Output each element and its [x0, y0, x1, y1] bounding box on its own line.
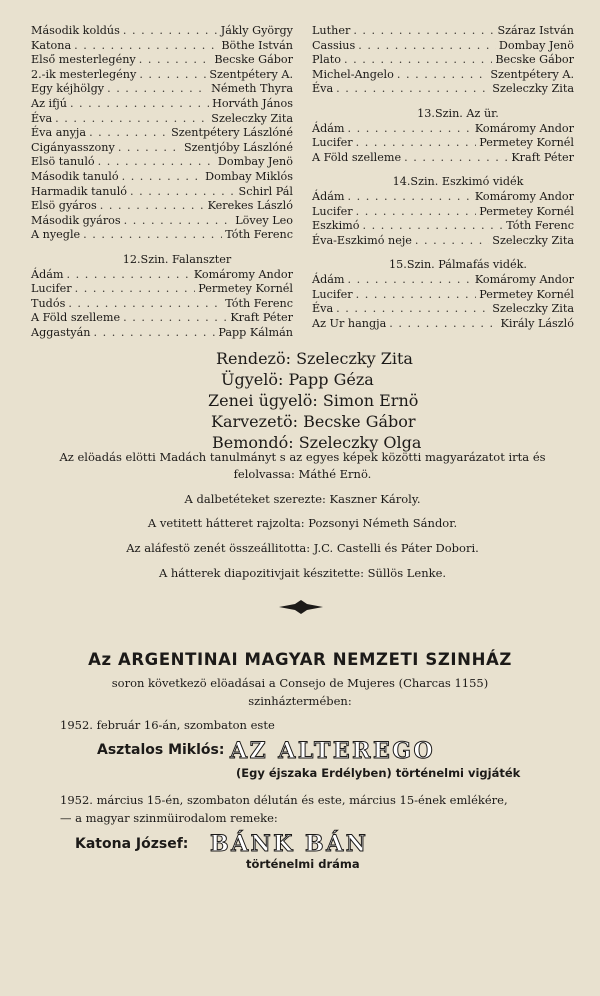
leader-dots	[67, 268, 191, 283]
cast-row	[312, 273, 574, 288]
leader-dots	[356, 136, 477, 151]
scene-heading: 15.Szin. Pálmafás vidék.	[389, 258, 527, 272]
scene-heading: 12.Szin. Falanszter	[122, 252, 232, 266]
cast-row	[312, 136, 574, 151]
cast-row	[31, 68, 293, 83]
role-name: Ádám	[312, 272, 345, 286]
role-name: Éva	[31, 111, 53, 125]
role-name: Tudós	[31, 296, 66, 310]
cast-row	[312, 190, 574, 205]
event-2-author: Katona József:	[75, 836, 189, 852]
cast-row	[312, 68, 574, 83]
actor-name: Szeleczky Zita	[492, 302, 574, 316]
leader-dots	[124, 214, 233, 229]
leader-dots	[336, 302, 489, 317]
role-name: Katona	[31, 38, 72, 52]
note-slides: A hátterek diapozitivjait készitette: Süllös Lenke.	[158, 566, 447, 580]
role-name: Első mesterlegény	[31, 53, 136, 67]
note-songs: A dalbetéteket szerezte: Kaszner Károly.	[184, 492, 421, 506]
leader-dots	[363, 219, 504, 234]
actor-name: Becske Gábor	[495, 53, 574, 67]
actor-name: Dombay Jenö	[498, 38, 574, 52]
role-name: Luther	[312, 24, 351, 37]
cast-row	[312, 205, 574, 220]
leader-dots	[70, 97, 209, 112]
cast-row	[31, 24, 293, 39]
cast-list-left	[31, 24, 293, 340]
leader-dots	[100, 199, 205, 214]
leader-dots	[344, 53, 492, 68]
actor-name: Szeleczky Zita	[492, 82, 574, 96]
cast-row	[312, 24, 574, 39]
event-1-author: Asztalos Miklós:	[97, 742, 225, 758]
actor-name: Jákly György	[220, 24, 293, 37]
actor-name: Permetey Kornél	[479, 287, 574, 301]
credit-choir-director: Karvezetö: Becske Gábor	[211, 412, 416, 431]
leader-dots	[75, 282, 196, 297]
theatre-title: Az ARGENTINAI MAGYAR NEMZETI SZINHÁZ	[88, 650, 512, 669]
role-name: Éva-Eszkimó neje	[312, 233, 412, 247]
role-name: A nyegle	[31, 228, 81, 242]
cast-row	[31, 228, 293, 243]
actor-name: Száraz István	[497, 24, 574, 37]
role-name: Harmadik tanuló	[31, 184, 128, 198]
cast-row	[31, 82, 293, 97]
actor-name: Szentpétery Lászlóné	[171, 126, 293, 140]
cast-row	[312, 53, 574, 68]
role-name: Eszkimó	[312, 219, 360, 233]
actor-name: Szentpétery A.	[490, 67, 574, 81]
leader-dots	[358, 39, 496, 54]
actor-name: Komáromy Andor	[474, 189, 574, 203]
section-gap	[312, 97, 574, 107]
cast-row	[312, 82, 574, 97]
leader-dots	[98, 155, 215, 170]
leader-dots	[74, 39, 218, 54]
section-gap	[31, 243, 293, 253]
scene-heading: 14.Szin. Eszkimó vidék	[392, 175, 524, 189]
announcement-subtitle-1: soron következö elöadásai a Consejo de Mujeres (Charcas 1155)	[111, 676, 489, 690]
actor-name: Permetey Kornél	[198, 282, 293, 296]
role-name: Az Ur hangja	[312, 316, 387, 330]
role-name: Elsö gyáros	[31, 199, 97, 213]
role-name: Második koldús	[31, 24, 120, 37]
section-gap	[312, 165, 574, 175]
actor-name: Dombay Jenö	[217, 155, 293, 169]
cast-row	[31, 297, 293, 312]
actor-name: Tóth Ferenc	[506, 219, 574, 233]
credit-music-manager: Zenei ügyelö: Simon Ernö	[208, 391, 419, 410]
role-name: Lucifer	[312, 204, 353, 218]
note-background: A vetitett hátteret rajzolta: Pozsonyi Németh Sándor.	[147, 516, 458, 530]
role-name: Lucifer	[312, 287, 353, 301]
actor-name: Tóth Ferenc	[225, 228, 293, 242]
actor-name: Kraft Péter	[511, 150, 574, 164]
actor-name: Kerekes László	[207, 199, 293, 213]
role-name: Lucifer	[31, 282, 72, 296]
cast-row	[312, 288, 574, 303]
leader-dots	[68, 297, 222, 312]
actor-name: Szeleczky Zita	[211, 111, 293, 125]
event-1-genre: (Egy éjszaka Erdélyben) történelmi vigjáték	[236, 766, 521, 780]
leader-dots	[123, 311, 227, 326]
role-name: Éva	[312, 82, 334, 96]
role-name: Lucifer	[312, 136, 353, 150]
scene-heading: 13.Szin. Az ür.	[417, 106, 499, 120]
cast-row	[31, 282, 293, 297]
cast-list-right	[312, 24, 574, 331]
role-name: Cassius	[312, 38, 356, 52]
actor-name: Horváth János	[212, 96, 293, 110]
role-name: Ádám	[312, 189, 345, 203]
cast-row	[312, 39, 574, 54]
leader-dots	[404, 151, 508, 166]
cast-row	[312, 219, 574, 234]
cast-row	[31, 326, 293, 341]
role-name: Ádám	[31, 267, 64, 281]
credit-stage-manager: Ügyelö: Papp Géza	[221, 370, 374, 389]
leader-dots	[348, 273, 472, 288]
actor-name: Becske Gábor	[214, 53, 293, 67]
event-2-play-title: BÁNK BÁN	[210, 831, 369, 857]
role-name: A Föld szelleme	[312, 150, 402, 164]
role-name: Ádám	[312, 121, 345, 135]
cast-row	[31, 53, 293, 68]
cast-row	[31, 311, 293, 326]
actor-name: Permetey Kornél	[479, 204, 574, 218]
cast-row	[31, 126, 293, 141]
role-name: Egy kéjhölgy	[31, 82, 105, 96]
role-name: Második gyáros	[31, 213, 121, 227]
actor-name: Böthe István	[221, 38, 293, 52]
role-name: Az ifjú	[31, 96, 67, 110]
note-madach-study: Az elöadás elötti Madách tanulmányt s az egyes képek közötti magyarázatot irta és felolvassa: Máthé Ernö.	[59, 450, 546, 481]
actor-name: Németh Thyra	[211, 82, 293, 96]
cast-row	[312, 302, 574, 317]
leader-dots	[122, 170, 203, 185]
actor-name: Dombay Miklós	[205, 169, 293, 183]
leader-dots	[348, 122, 472, 137]
event-2-date: 1952. március 15-én, szombaton délután és este, március 15-ének emlékére,	[60, 793, 508, 807]
cast-row	[312, 234, 574, 249]
leader-dots	[130, 185, 236, 200]
leader-dots	[139, 53, 212, 68]
cast-row	[31, 39, 293, 54]
role-name: Második tanuló	[31, 169, 119, 183]
role-name: Éva	[312, 302, 334, 316]
cast-row	[31, 214, 293, 229]
leader-dots	[118, 141, 181, 156]
cast-row	[312, 122, 574, 137]
cast-row	[31, 268, 293, 283]
actor-name: Komáromy Andor	[193, 267, 293, 281]
actor-name: Schirl Pál	[238, 184, 293, 198]
leader-dots	[336, 82, 489, 97]
leader-dots	[397, 68, 487, 83]
event-2-description: — a magyar szinmüirodalom remeke:	[60, 811, 278, 825]
actor-name: Szentjóby Lászlóné	[184, 140, 293, 154]
actor-name: Kraft Péter	[230, 311, 293, 325]
actor-name: Szentpétery A.	[209, 67, 293, 81]
role-name: Éva anyja	[31, 126, 87, 140]
role-name: Elsö tanuló	[31, 155, 95, 169]
actor-name: Komáromy Andor	[474, 121, 574, 135]
cast-row	[31, 170, 293, 185]
credit-director: Rendezö: Szeleczky Zita	[216, 349, 413, 368]
cast-row	[312, 151, 574, 166]
leader-dots	[123, 24, 218, 39]
leader-dots	[55, 112, 208, 127]
actor-name: Komáromy Andor	[474, 272, 574, 286]
ornament-divider	[279, 600, 323, 614]
announcement-subtitle-2: szinháztermében:	[248, 694, 352, 708]
role-name: 2.-ik mesterlegény	[31, 67, 137, 81]
cast-row	[31, 112, 293, 127]
actor-name: Papp Kálmán	[218, 325, 293, 339]
leader-dots	[415, 234, 489, 249]
leader-dots	[89, 126, 168, 141]
leader-dots	[139, 68, 206, 83]
cast-row	[31, 199, 293, 214]
role-name: Cigányasszony	[31, 140, 115, 154]
role-name: Michel-Angelo	[312, 67, 394, 81]
cast-row	[31, 141, 293, 156]
credit-announcer: Bemondó: Szeleczky Olga	[212, 433, 422, 452]
role-name: Aggastyán	[31, 325, 91, 339]
section-gap	[312, 248, 574, 258]
cast-row	[31, 185, 293, 200]
event-1-date: 1952. február 16-án, szombaton este	[60, 718, 275, 732]
role-name: A Föld szelleme	[31, 311, 121, 325]
cast-row	[312, 317, 574, 332]
note-music: Az aláfestö zenét összeállitotta: J.C. Castelli és Páter Dobori.	[126, 541, 479, 555]
event-2-genre: történelmi dráma	[246, 857, 360, 871]
actor-name: Tóth Ferenc	[225, 296, 293, 310]
leader-dots	[348, 190, 472, 205]
actor-name: Permetey Kornél	[479, 136, 574, 150]
leader-dots	[356, 205, 477, 220]
leader-dots	[94, 326, 216, 341]
actor-name: Király László	[500, 316, 574, 330]
actor-name: Lövey Leo	[235, 213, 293, 227]
leader-dots	[356, 288, 477, 303]
role-name: Plato	[312, 53, 342, 67]
cast-row	[31, 155, 293, 170]
leader-dots	[83, 228, 222, 243]
leader-dots	[107, 82, 208, 97]
event-1-play-title: AZ ALTEREGO	[230, 738, 436, 764]
cast-row	[31, 97, 293, 112]
actor-name: Szeleczky Zita	[492, 233, 574, 247]
leader-dots	[389, 317, 497, 332]
leader-dots	[353, 24, 494, 39]
